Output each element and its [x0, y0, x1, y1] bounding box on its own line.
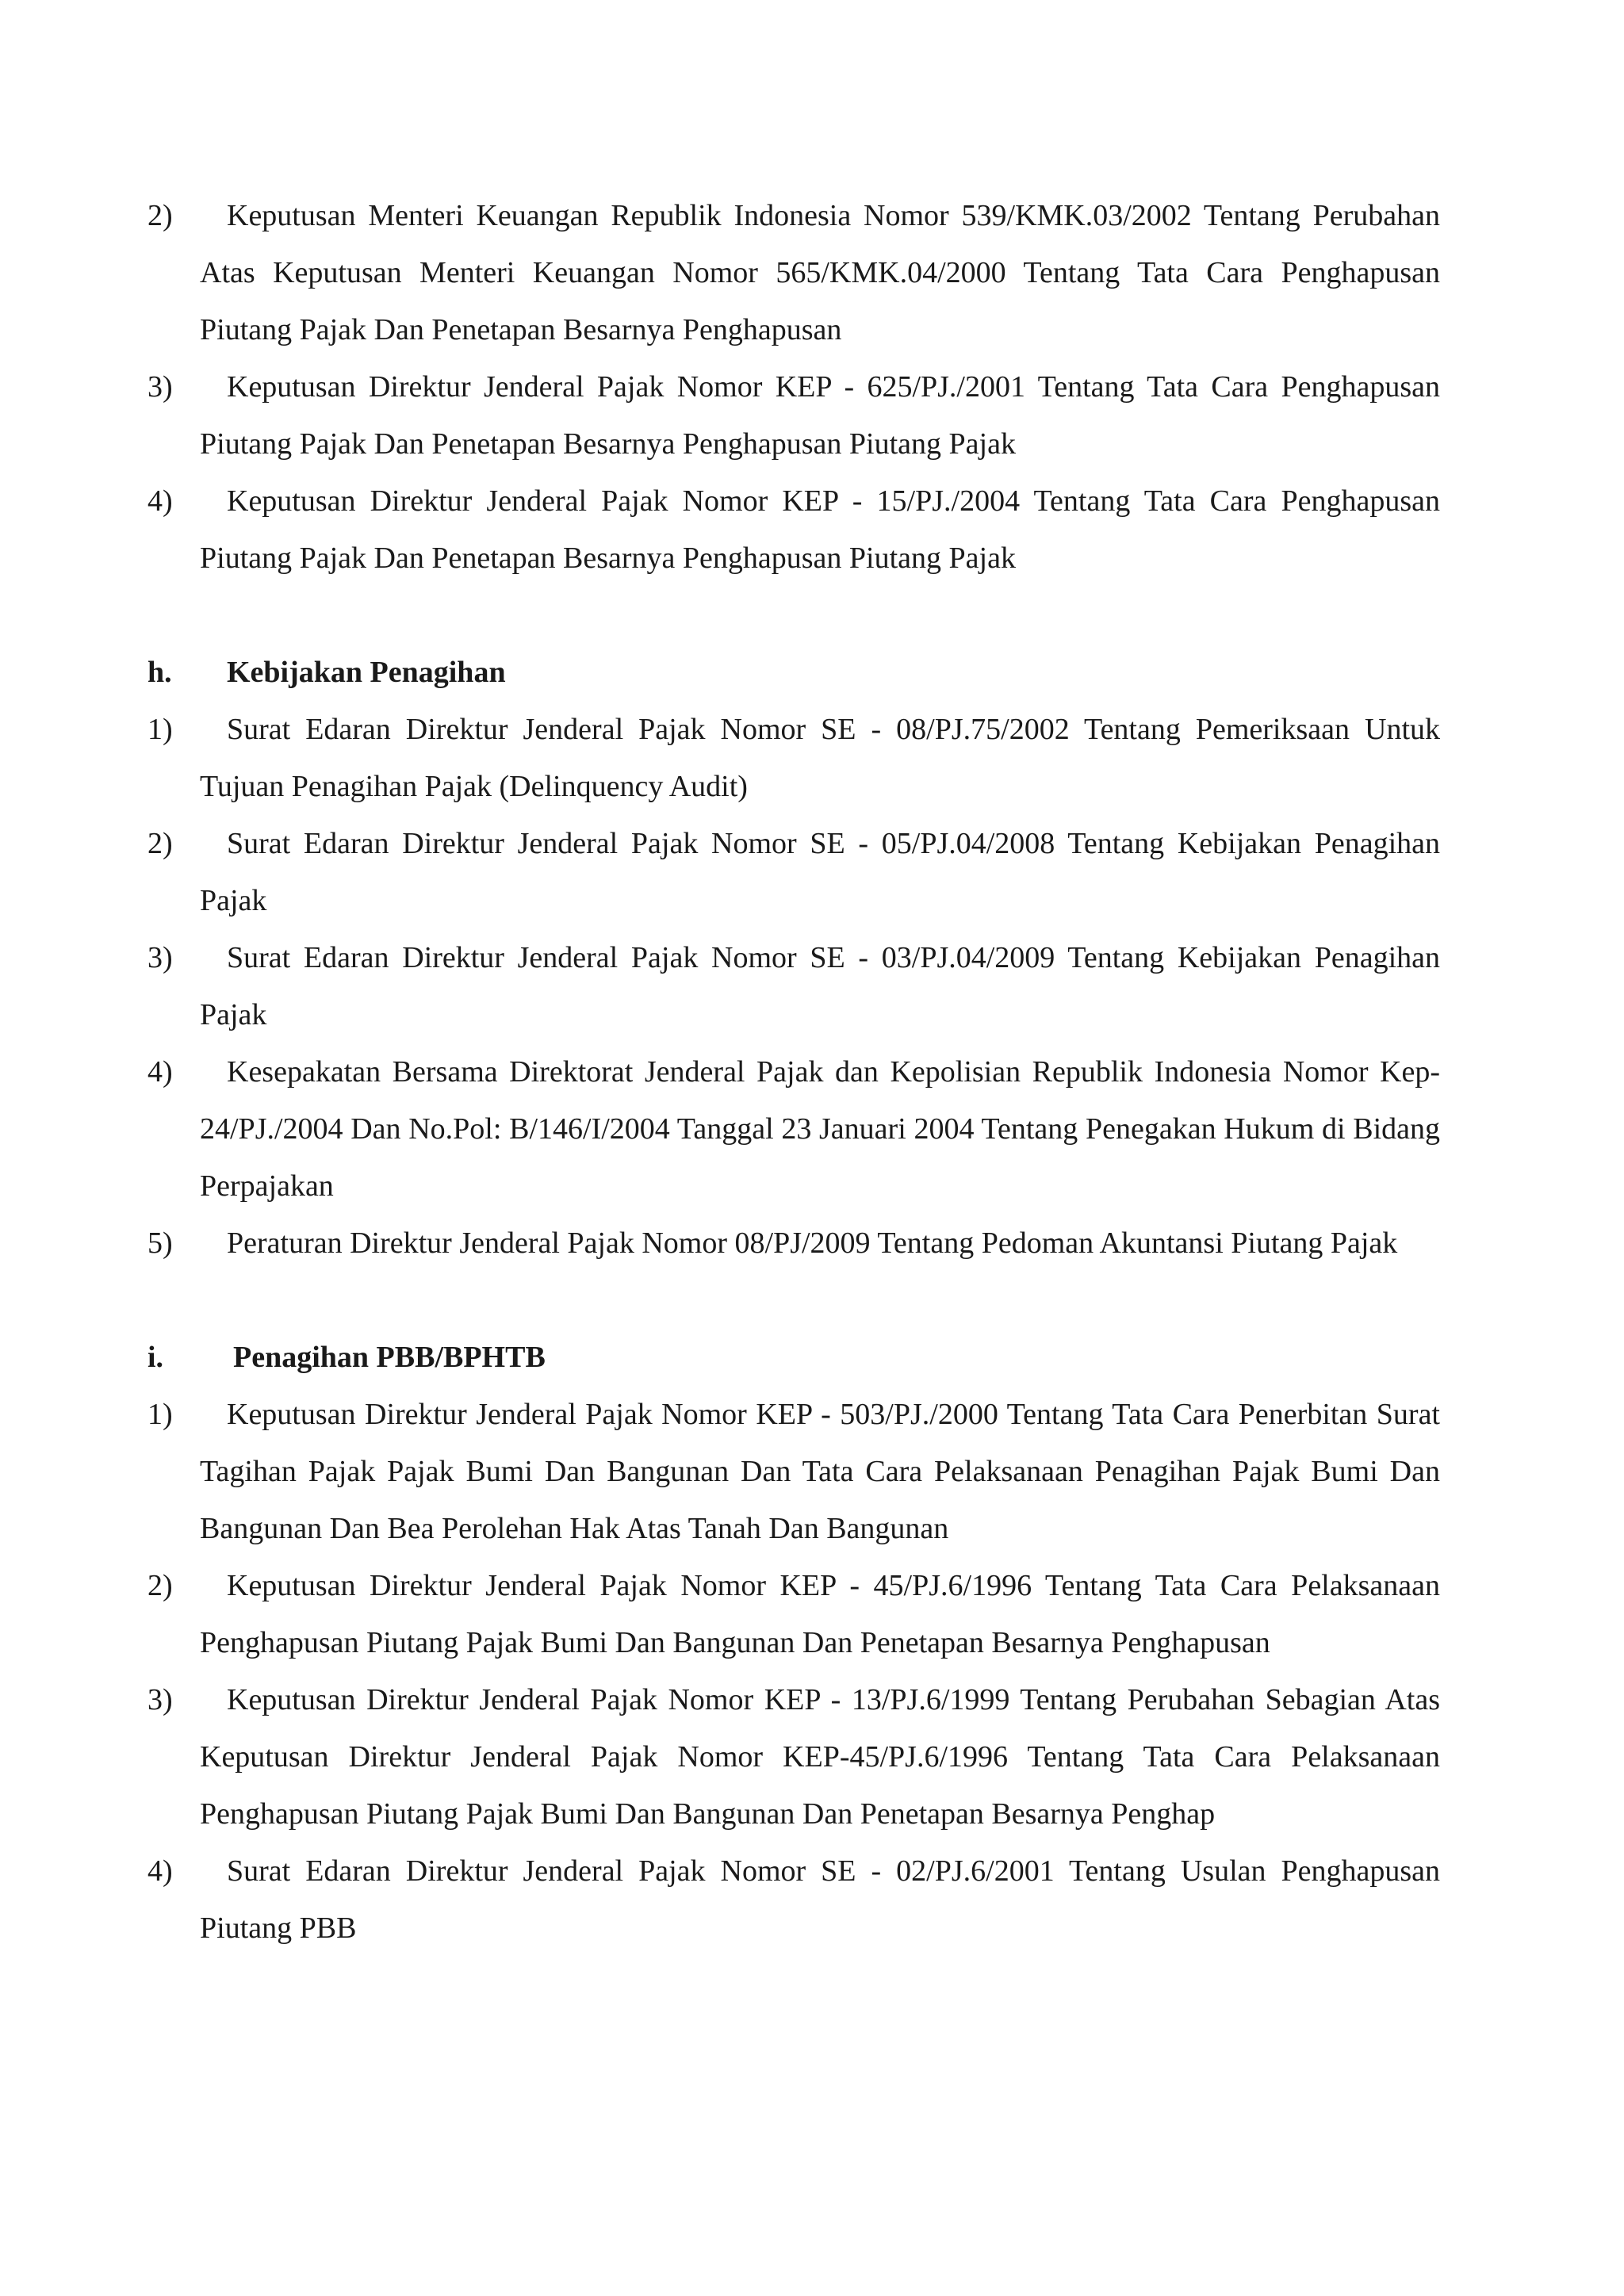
- item-number: 4): [147, 1854, 173, 1888]
- item-text: Keputusan Menteri Keuangan Republik Indonesia Nomor 539/KMK.03/2002 Tentang Perubahan Atas Keputusan Menteri Keuangan Nomor 565/KMK.04/2000 Tentang Tata Cara Penghapusan Piutang Pajak Dan Penetapan Besarnya Penghapusan: [200, 199, 1440, 346]
- section-title: Penagihan PBB/BPHTB: [233, 1341, 546, 1374]
- list-item: [147, 1386, 1440, 1557]
- list-item: [147, 1671, 1440, 1843]
- item-number: 4): [147, 1055, 173, 1089]
- list-item: [147, 815, 1440, 929]
- section-heading-h: [147, 644, 1440, 701]
- list-item: [147, 1557, 1440, 1671]
- item-text: Keputusan Direktur Jenderal Pajak Nomor KEP - 503/PJ./2000 Tentang Tata Cara Penerbitan Surat Tagihan Pajak Pajak Bumi Dan Bangunan Dan Tata Cara Pelaksanaan Penagihan Pajak Bumi Dan Bangunan Dan Bea Perolehan Hak Atas Tanah Dan Bangunan: [200, 1398, 1440, 1545]
- item-text: Surat Edaran Direktur Jenderal Pajak Nomor SE - 08/PJ.75/2002 Tentang Pemeriksaan Untuk Tujuan Penagihan Pajak (Delinquency Audit): [200, 713, 1440, 803]
- list-item: [147, 473, 1440, 587]
- list-item: [147, 1843, 1440, 1957]
- list-h: [147, 701, 1440, 1272]
- item-text: Keputusan Direktur Jenderal Pajak Nomor KEP - 625/PJ./2001 Tentang Tata Cara Penghapusan Piutang Pajak Dan Penetapan Besarnya Penghapusan Piutang Pajak: [200, 370, 1440, 461]
- item-number: 5): [147, 1226, 173, 1260]
- item-text: Surat Edaran Direktur Jenderal Pajak Nomor SE - 02/PJ.6/2001 Tentang Usulan Penghapusan Piutang PBB: [200, 1854, 1440, 1945]
- section-heading-i: [147, 1329, 1440, 1386]
- item-number: 3): [147, 1683, 173, 1716]
- list-item: [147, 1215, 1440, 1272]
- item-text: Surat Edaran Direktur Jenderal Pajak Nomor SE - 03/PJ.04/2009 Tentang Kebijakan Penagihan Pajak: [200, 941, 1440, 1031]
- item-number: 2): [147, 199, 173, 232]
- section-title: Kebijakan Penagihan: [227, 656, 506, 689]
- list-item: [147, 929, 1440, 1043]
- item-text: Keputusan Direktur Jenderal Pajak Nomor KEP - 15/PJ./2004 Tentang Tata Cara Penghapusan Piutang Pajak Dan Penetapan Besarnya Penghapusan Piutang Pajak: [200, 484, 1440, 575]
- document-content: [147, 187, 1440, 1957]
- item-number: 2): [147, 827, 173, 860]
- item-text: Kesepakatan Bersama Direktorat Jenderal Pajak dan Kepolisian Republik Indonesia Nomor Kep-24/PJ./2004 Dan No.Pol: B/146/I/2004 Tanggal 23 Januari 2004 Tentang Penegakan Hukum di Bidang Perpajakan: [200, 1055, 1440, 1203]
- list-item: [147, 1043, 1440, 1215]
- item-text: Keputusan Direktur Jenderal Pajak Nomor KEP - 13/PJ.6/1999 Tentang Perubahan Sebagian Atas Keputusan Direktur Jenderal Pajak Nomor KEP-45/PJ.6/1996 Tentang Tata Cara Pelaksanaan Penghapusan Piutang Pajak Bumi Dan Bangunan Dan Penetapan Besarnya Penghap: [200, 1683, 1440, 1831]
- item-text: Peraturan Direktur Jenderal Pajak Nomor 08/PJ/2009 Tentang Pedoman Akuntansi Piutang Pajak: [227, 1226, 1398, 1260]
- item-number: 3): [147, 941, 173, 974]
- item-number: 4): [147, 484, 173, 518]
- list-i: [147, 1386, 1440, 1957]
- item-text: Keputusan Direktur Jenderal Pajak Nomor KEP - 45/PJ.6/1996 Tentang Tata Cara Pelaksanaan Penghapusan Piutang Pajak Bumi Dan Bangunan Dan Penetapan Besarnya Penghapusan: [200, 1569, 1440, 1659]
- item-number: 1): [147, 713, 173, 746]
- list-item: [147, 701, 1440, 815]
- list-item: [147, 187, 1440, 358]
- section-number: i.: [147, 1341, 164, 1374]
- item-text: Surat Edaran Direktur Jenderal Pajak Nomor SE - 05/PJ.04/2008 Tentang Kebijakan Penagihan Pajak: [200, 827, 1440, 917]
- item-number: 2): [147, 1569, 173, 1602]
- list-item: [147, 358, 1440, 473]
- list-g-continued: [147, 187, 1440, 587]
- item-number: 1): [147, 1398, 173, 1431]
- section-number: h.: [147, 656, 172, 689]
- item-number: 3): [147, 370, 173, 404]
